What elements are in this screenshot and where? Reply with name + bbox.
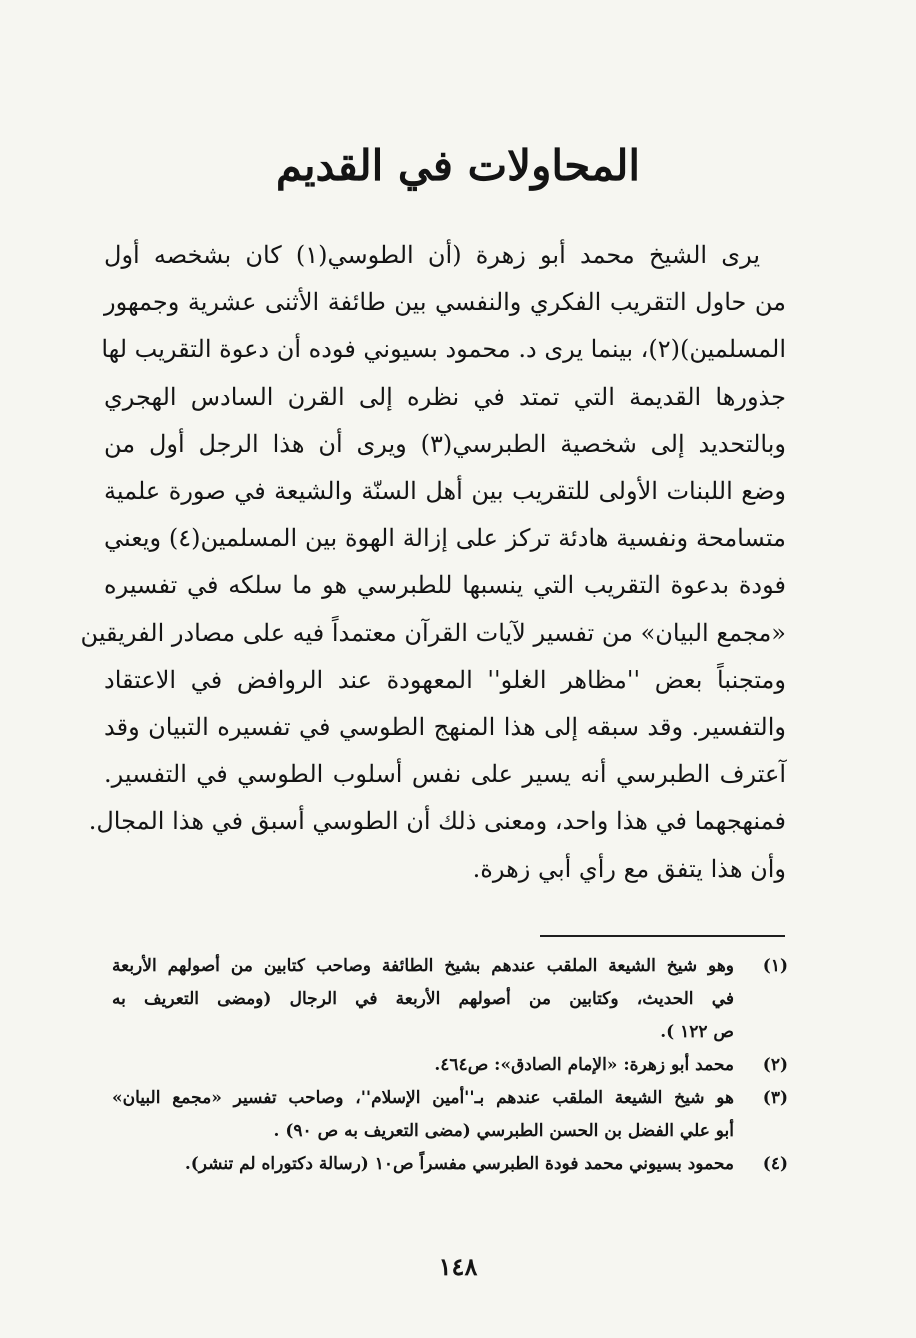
footnote-text [112, 1049, 734, 1082]
footnote-number: (٢) [762, 1055, 788, 1075]
chapter-title: المحاولات في القديم [275, 141, 641, 190]
footnotes [112, 950, 788, 1181]
body-line: وبالتحديد إلى شخصية الطبرسي(٣) ويرى أن هذا الرجل أول من [104, 429, 786, 458]
page-number: ١٤٨ [438, 1252, 478, 1281]
body-line: فمنهجهما في هذا واحد، ومعنى ذلك أن الطوسي أسبق في هذا المجال. [88, 807, 786, 836]
footnote-2 [112, 1049, 788, 1082]
footnote-text [112, 1082, 734, 1148]
footnote-4 [112, 1148, 788, 1181]
body-line: متسامحة ونفسية هادئة تركز على إزالة الهوة بين المسلمين(٤) ويعني [104, 524, 786, 553]
body-line: ومتجنباً بعض ''مظاهر الغلو'' المعهودة عند الروافض في الاعتقاد [104, 665, 786, 694]
body-line: يرى الشيخ محمد أبو زهرة (أن الطوسي(١) كان بشخصه أول [104, 241, 761, 269]
body-line: والتفسير. وقد سبقه إلى هذا المنهج الطوسي في تفسيره التبيان وقد [104, 713, 787, 742]
body-text [80, 232, 787, 893]
body-line: المسلمين)(٢)، بينما يرى د. محمود بسيوني فوده أن دعوة التقريب لها [101, 335, 786, 364]
footnote-1 [112, 950, 788, 1049]
body-line: فودة بدعوة التقريب التي ينسبها للطبرسي هو ما سلكه في تفسيره [104, 571, 786, 600]
footnote-number: (٤) [762, 1154, 788, 1174]
footnote-number: (٣) [762, 1088, 788, 1108]
footnote-line: وهو شيخ الشيعة الملقب عندهم بشيخ الطائفة وصاحب كتابين من أصولهم الأربعة [112, 956, 734, 976]
footnote-line: أبو علي الفضل بن الحسن الطبرسي (مضى التعريف به ص ٩٠) . [273, 1121, 734, 1141]
body-line: وضع اللبنات الأولى للتقريب بين أهل السنّة والشيعة في صورة علمية [104, 477, 786, 506]
footnote-line: محمود بسيوني محمد فودة الطبرسي مفسراً ص١٠ (رسالة دكتوراه لم تنشر). [184, 1154, 734, 1174]
footnote-3 [112, 1082, 788, 1148]
footnote-text [112, 950, 734, 1049]
body-line: وأن هذا يتفق مع رأي أبي زهرة. [472, 854, 786, 883]
footnote-number: (١) [762, 956, 788, 976]
body-line: من حاول التقريب الفكري والنفسي بين طائفة الأثنى عشرية وجمهور [104, 288, 786, 317]
footnote-line: هو شيخ الشيعة الملقب عندهم بـ''أمين الإسلام''، وصاحب تفسير «مجمع البيان» [112, 1088, 734, 1108]
footnote-line: محمد أبو زهرة: «الإمام الصادق»: ص٤٦٤. [434, 1055, 734, 1075]
body-line: آعترف الطبرسي أنه يسير على نفس أسلوب الطوسي في التفسير. [104, 760, 786, 789]
footnote-line: ص ١٢٢ ). [660, 1022, 734, 1042]
footnote-text [112, 1148, 734, 1181]
body-line: «مجمع البيان» من تفسير لآيات القرآن معتمداً فيه على مصادر الفريقين [80, 618, 786, 647]
footnote-separator [540, 935, 785, 937]
body-line: جذورها القديمة التي تمتد في نظره إلى القرن السادس الهجري [104, 382, 786, 411]
footnote-line: في الحديث، وكتابين من أصولهم الأربعة في الرجال (ومضى التعريف به [112, 989, 734, 1009]
